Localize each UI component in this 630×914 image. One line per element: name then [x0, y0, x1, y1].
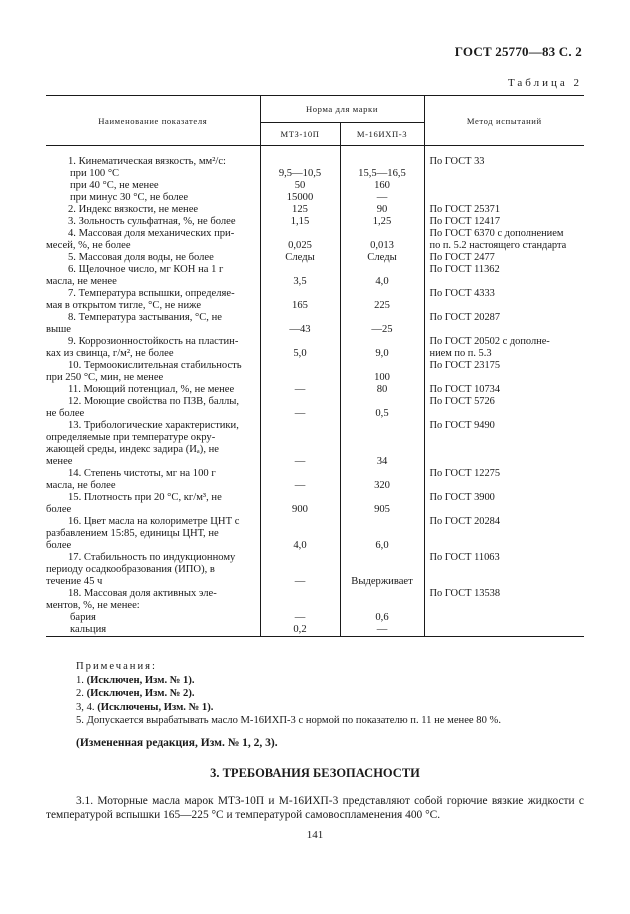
value-grade2: 0,6: [340, 612, 424, 624]
indicator-name-line: 11. Моющий потенциал, %, не менее: [68, 384, 235, 395]
table-row: [46, 384, 584, 396]
amendment-label: (Измененная редакция: [76, 737, 196, 749]
table-row: [46, 168, 584, 180]
indicator-name-line: выше: [46, 324, 71, 335]
indicator-name-line: менее: [46, 456, 73, 467]
table-row: [46, 288, 584, 312]
value-grade1: 50: [260, 180, 340, 192]
value-grade1: 15000: [260, 192, 340, 204]
test-method: [424, 216, 584, 228]
value-grade2: 320: [340, 468, 424, 492]
indicator-name-line: 12. Моющие свойства по ПЗВ, баллы,: [68, 396, 240, 407]
value-grade1: 0,2: [260, 624, 340, 637]
value-grade1: —: [260, 552, 340, 588]
table-row: [46, 360, 584, 384]
note-item: [76, 701, 501, 715]
indicator-name-line: бария: [70, 612, 96, 623]
test-method: [424, 228, 584, 252]
spec-table: [46, 95, 584, 637]
table-row: [46, 336, 584, 360]
test-method: [424, 396, 584, 420]
test-method: [424, 180, 584, 192]
value-grade1: 3,5: [260, 264, 340, 288]
test-method-line: По ГОСТ 20287: [429, 312, 501, 323]
indicator-name-line: 14. Степень чистоты, мг на 100 г: [68, 468, 216, 479]
indicator-name: [46, 420, 260, 468]
notes-list: [76, 674, 501, 728]
test-method-line: По ГОСТ 3900: [429, 492, 495, 503]
indicator-name-line: при минус 30 °С, не более: [70, 192, 189, 203]
value-grade1: [260, 360, 340, 384]
indicator-name-line: разбавлением 15:85, единицы ЦНТ, не: [46, 528, 219, 539]
test-method-line: По ГОСТ 11063: [429, 552, 500, 563]
indicator-name-line: кальция: [70, 624, 107, 635]
indicator-name-line: мая в открытом тигле, °С, не ниже: [46, 300, 202, 311]
value-grade1: —: [260, 612, 340, 624]
indicator-name-line: при 40 °С, не менее: [70, 180, 159, 191]
value-grade2: 90: [340, 204, 424, 216]
table-row: [46, 228, 584, 252]
amendment-note: [76, 737, 278, 749]
table-row: [46, 204, 584, 216]
test-method: [424, 468, 584, 492]
value-grade1: 165: [260, 288, 340, 312]
value-grade1: —: [260, 420, 340, 468]
value-grade1: [260, 588, 340, 612]
indicator-name: [46, 552, 260, 588]
indicator-name: [46, 396, 260, 420]
note-number: 2.: [76, 688, 87, 699]
value-grade2: 225: [340, 288, 424, 312]
section-paragraph: 3.1. Моторные масла марок МТЗ-10П и М-16ИХП-3 представляют собой горючие вязкие жидкости с температурой вспышки 165—225 °С и температурой самовоспламенения 400 °С.: [46, 795, 584, 821]
indicator-name: [46, 336, 260, 360]
value-grade1: 0,025: [260, 228, 340, 252]
test-method: [424, 552, 584, 588]
indicator-name: [46, 168, 260, 180]
indicator-name-line: 4. Массовая доля механических при-: [68, 228, 235, 239]
table-row: [46, 216, 584, 228]
value-grade2: 34: [340, 420, 424, 468]
test-method: [424, 360, 584, 384]
value-grade2: 9,0: [340, 336, 424, 360]
value-grade1: 5,0: [260, 336, 340, 360]
table-row: [46, 264, 584, 288]
value-grade1: 4,0: [260, 516, 340, 552]
page-number: 141: [306, 829, 324, 841]
note-bold: (Исключены, Изм. № 1).: [97, 701, 214, 713]
note-text: Допускается вырабатывать масло М-16ИХП-3 с нормой по показателю п. 11 не менее 80 %.: [86, 715, 501, 726]
indicator-name-line: ках из свинца, г/м², не более: [46, 348, 174, 359]
table-row: [46, 396, 584, 420]
test-method-line: По ГОСТ 12275: [429, 468, 501, 479]
indicator-name-line: 18. Массовая доля активных эле-: [68, 588, 217, 599]
value-grade2: 905: [340, 492, 424, 516]
value-grade2: [340, 156, 424, 168]
value-grade1: —43: [260, 312, 340, 336]
test-method-line: По ГОСТ 5726: [429, 396, 495, 407]
table-row: [46, 180, 584, 192]
test-method: [424, 384, 584, 396]
table-row: [46, 492, 584, 516]
document-code: ГОСТ 25770—83 С. 2: [454, 44, 582, 59]
amendment-rest: , Изм. № 1, 2, 3).: [195, 737, 278, 749]
table-row: [46, 252, 584, 264]
col-header-grade1: МТЗ-10П: [260, 123, 340, 146]
test-method: [424, 252, 584, 264]
table-row: [46, 192, 584, 204]
test-method-line: По ГОСТ 10734: [429, 384, 501, 395]
table-row: [46, 588, 584, 612]
indicator-name-line: 9. Коррозионностойкость на пластин-: [68, 336, 239, 347]
indicator-name: [46, 360, 260, 384]
test-method: [424, 156, 584, 168]
note-number: 3, 4.: [76, 701, 98, 713]
indicator-name-line: более: [46, 540, 72, 551]
test-method-line: По ГОСТ 6370 с дополнением: [429, 228, 564, 239]
table-caption: Таблица 2: [507, 77, 582, 89]
note-bold: (Исключен, Изм. № 1).: [86, 674, 195, 686]
test-method-line: По ГОСТ 9490: [429, 420, 495, 431]
indicator-name-line: ментов, %, не менее:: [46, 600, 140, 611]
table-row: [46, 312, 584, 336]
test-method-line: по п. 5.2 настоящего стандарта: [429, 240, 567, 251]
indicator-name-line: течение 45 ч: [46, 576, 103, 587]
indicator-name-line: при 100 °С: [70, 168, 120, 179]
indicator-name-line: 8. Температура застывания, °С, не: [68, 312, 222, 323]
value-grade2: 4,0: [340, 264, 424, 288]
indicator-name: [46, 384, 260, 396]
indicator-name-line: 1. Кинематическая вязкость, мм²/с:: [68, 156, 226, 167]
value-grade2: 1,25: [340, 216, 424, 228]
note-number: 1.: [76, 674, 87, 686]
indicator-name: [46, 252, 260, 264]
value-grade1: 125: [260, 204, 340, 216]
indicator-name: [46, 288, 260, 312]
test-method: [424, 336, 584, 360]
table-row: [46, 516, 584, 552]
test-method-line: нием по п. 5.3: [429, 348, 492, 359]
indicator-name: [46, 192, 260, 204]
table-row: [46, 612, 584, 624]
value-grade1: —: [260, 396, 340, 420]
note-item: [76, 687, 501, 701]
indicator-name-line: 7. Температура вспышки, определяе-: [68, 288, 235, 299]
value-grade1: —: [260, 468, 340, 492]
indicator-name-line: 5. Массовая доля воды, не более: [68, 252, 214, 263]
value-grade2: —: [340, 624, 424, 637]
table-row: [46, 468, 584, 492]
value-grade2: Выдерживает: [340, 552, 424, 588]
test-method-line: По ГОСТ 20502 с дополне-: [429, 336, 550, 347]
test-method: [424, 288, 584, 312]
indicator-name: [46, 156, 260, 168]
test-method: [424, 192, 584, 204]
indicator-name-line: 2. Индекс вязкости, не менее: [68, 204, 199, 215]
indicator-name-line: при 250 °С, мин, не менее: [46, 372, 164, 383]
indicator-name-line: жающей среды, индекс задира (Иₐ), не: [46, 444, 220, 455]
test-method-line: По ГОСТ 25371: [429, 204, 501, 215]
test-method: [424, 516, 584, 552]
note-number: 5.: [76, 715, 87, 726]
indicator-name: [46, 588, 260, 612]
test-method-line: По ГОСТ 13538: [429, 588, 501, 599]
test-method-line: По ГОСТ 4333: [429, 288, 495, 299]
test-method: [424, 420, 584, 468]
section-title: 3. ТРЕБОВАНИЯ БЕЗОПАСНОСТИ: [210, 766, 420, 780]
value-grade2: 100: [340, 360, 424, 384]
value-grade2: 80: [340, 384, 424, 396]
indicator-name: [46, 624, 260, 637]
value-grade1: —: [260, 384, 340, 396]
test-method: [424, 204, 584, 216]
value-grade2: —25: [340, 312, 424, 336]
note-item: [76, 674, 501, 688]
test-method: [424, 168, 584, 180]
value-grade2: 0,013: [340, 228, 424, 252]
value-grade2: [340, 588, 424, 612]
indicator-name-line: масла, не менее: [46, 276, 117, 287]
value-grade1: Следы: [260, 252, 340, 264]
test-method: [424, 492, 584, 516]
indicator-name: [46, 492, 260, 516]
indicator-name: [46, 264, 260, 288]
col-header-name: Наименование показателя: [46, 96, 260, 146]
value-grade1: 900: [260, 492, 340, 516]
indicator-name-line: более: [46, 504, 72, 515]
test-method: [424, 312, 584, 336]
test-method-line: По ГОСТ 11362: [429, 264, 500, 275]
indicator-name: [46, 612, 260, 624]
test-method-line: По ГОСТ 33: [429, 156, 485, 167]
indicator-name-line: периоду осадкообразования (ИПО), в: [46, 564, 215, 575]
table-row: [46, 552, 584, 588]
value-grade2: —: [340, 192, 424, 204]
value-grade2: 160: [340, 180, 424, 192]
test-method: [424, 612, 584, 624]
indicator-name: [46, 468, 260, 492]
indicator-name: [46, 228, 260, 252]
indicator-name-line: 15. Плотность при 20 °С, кг/м³, не: [68, 492, 222, 503]
note-item: [76, 714, 501, 728]
col-header-grade2: М-16ИХП-3: [340, 123, 424, 146]
notes-title: Примечания:: [76, 661, 157, 672]
table-row: [46, 420, 584, 468]
indicator-name-line: 6. Щелочное число, мг КОН на 1 г: [68, 264, 224, 275]
table-body: [46, 146, 584, 637]
note-bold: (Исключен, Изм. № 2).: [86, 688, 195, 699]
value-grade2: 6,0: [340, 516, 424, 552]
test-method: [424, 264, 584, 288]
test-method-line: По ГОСТ 12417: [429, 216, 501, 227]
test-method: [424, 624, 584, 637]
value-grade1: [260, 156, 340, 168]
value-grade1: 9,5—10,5: [260, 168, 340, 180]
indicator-name: [46, 204, 260, 216]
indicator-name-line: не более: [46, 408, 85, 419]
indicator-name-line: 13. Трибологические характеристики,: [68, 420, 239, 431]
indicator-name-line: 3. Зольность сульфатная, %, не более: [68, 216, 236, 227]
value-grade1: 1,15: [260, 216, 340, 228]
notes-block: [76, 660, 501, 728]
indicator-name-line: масла, не более: [46, 480, 116, 491]
indicator-name: [46, 312, 260, 336]
indicator-name-line: 17. Стабильность по индукционному: [68, 552, 236, 563]
value-grade2: Следы: [340, 252, 424, 264]
test-method-line: По ГОСТ 2477: [429, 252, 495, 263]
value-grade2: 15,5—16,5: [340, 168, 424, 180]
test-method-line: По ГОСТ 23175: [429, 360, 501, 371]
indicator-name: [46, 216, 260, 228]
indicator-name-line: 10. Термоокислительная стабильность: [68, 360, 242, 371]
table-row: [46, 624, 584, 637]
col-header-method: Метод испытаний: [424, 96, 584, 146]
indicator-name-line: 16. Цвет масла на колориметре ЦНТ с: [68, 516, 240, 527]
col-header-norm: Норма для марки: [260, 96, 424, 123]
indicator-name-line: месей, %, не более: [46, 240, 131, 251]
indicator-name-line: определяемые при температуре окру-: [46, 432, 216, 443]
test-method: [424, 588, 584, 612]
indicator-name: [46, 516, 260, 552]
value-grade2: 0,5: [340, 396, 424, 420]
indicator-name: [46, 180, 260, 192]
table-row: [46, 156, 584, 168]
test-method-line: По ГОСТ 20284: [429, 516, 501, 527]
